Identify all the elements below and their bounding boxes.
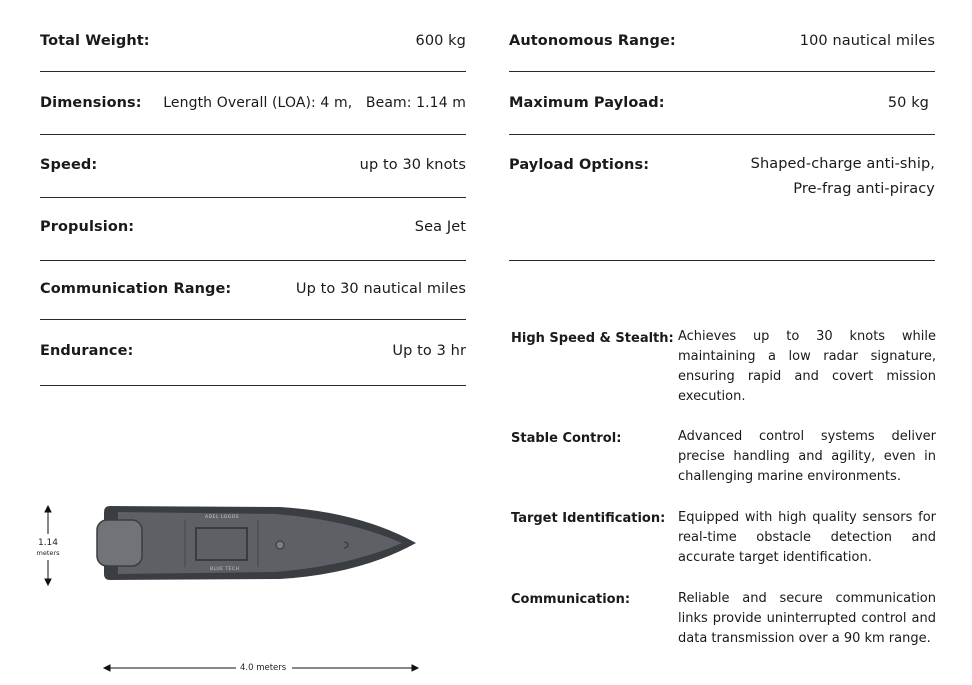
vessel-top-view xyxy=(30,490,450,680)
divider xyxy=(509,71,935,72)
divider xyxy=(509,260,935,261)
sensor-dome-icon xyxy=(276,541,284,549)
divider xyxy=(40,260,466,261)
spec-value: up to 30 knots xyxy=(359,157,466,173)
feature-communication xyxy=(511,589,936,649)
spec-label: Propulsion: xyxy=(40,219,135,235)
spec-value: 50 kg xyxy=(887,95,929,111)
deck-brand-text: BLUE TECH xyxy=(210,567,240,572)
feature-text: Achieves up to 30 knots while maintaining a low radar signature, ensuring rapid and covert mission execution. xyxy=(678,329,936,404)
spec-row-communication-range xyxy=(40,281,466,297)
feature-target-identification xyxy=(511,508,936,568)
divider xyxy=(40,319,466,320)
feature-title: Communication: xyxy=(511,592,631,607)
divider xyxy=(40,71,466,72)
spec-value: Up to 30 nautical miles xyxy=(295,281,466,297)
spec-label: Maximum Payload: xyxy=(509,95,665,111)
feature-stable-control xyxy=(511,427,936,487)
beam-label xyxy=(33,538,63,558)
spec-value: Sea Jet xyxy=(414,219,466,235)
spec-row-endurance xyxy=(40,343,466,359)
vessel-seat xyxy=(97,520,142,566)
feature-title: Stable Control: xyxy=(511,431,622,446)
spec-row-payload-options xyxy=(509,152,935,202)
spec-value-line: Pre-frag anti-piracy xyxy=(793,181,935,197)
divider xyxy=(509,134,935,135)
beam-value: 1.14 xyxy=(37,538,59,548)
divider xyxy=(40,385,466,386)
deck-logo-text: ADEL LOGOS xyxy=(205,515,240,520)
spec-value: Up to 3 hr xyxy=(392,343,466,359)
spec-label: Payload Options: xyxy=(509,157,650,173)
feature-title: Target Identification: xyxy=(511,511,666,526)
feature-title: High Speed & Stealth: xyxy=(511,331,674,346)
spec-label: Dimensions: xyxy=(40,95,142,111)
spec-label: Communication Range: xyxy=(40,281,232,297)
feature-text: Equipped with high quality sensors for real-time obstacle detection and accurate target identification. xyxy=(678,510,936,565)
vessel-diagram xyxy=(30,490,450,680)
spec-value-line: Shaped-charge anti-ship, xyxy=(750,156,935,172)
feature-high-speed-stealth xyxy=(511,327,936,407)
spec-row-propulsion xyxy=(40,219,466,235)
spec-row-dimensions xyxy=(40,95,466,111)
divider xyxy=(40,197,466,198)
feature-text: Reliable and secure communication links provide uninterrupted control and data transmission over a 90 km range. xyxy=(678,591,936,646)
spec-label: Speed: xyxy=(40,157,98,173)
length-label: 4.0 meters xyxy=(240,663,287,673)
spec-row-maximum-payload xyxy=(509,95,935,111)
spec-row-autonomous-range xyxy=(509,33,935,49)
beam-unit: meters xyxy=(36,549,60,557)
divider xyxy=(40,134,466,135)
spec-label: Endurance: xyxy=(40,343,134,359)
spec-value: 600 kg xyxy=(415,33,466,49)
spec-value: Length Overall (LOA): 4 m, Beam: 1.14 m xyxy=(163,95,466,111)
spec-row-speed xyxy=(40,157,466,173)
spec-label: Total Weight: xyxy=(40,33,150,49)
feature-text: Advanced control systems deliver precise handling and agility, even in challenging marine environments. xyxy=(678,429,936,484)
spec-value: 100 nautical miles xyxy=(799,33,935,49)
spec-label: Autonomous Range: xyxy=(509,33,676,49)
spec-row-total-weight xyxy=(40,33,466,49)
spec-value xyxy=(751,152,935,202)
